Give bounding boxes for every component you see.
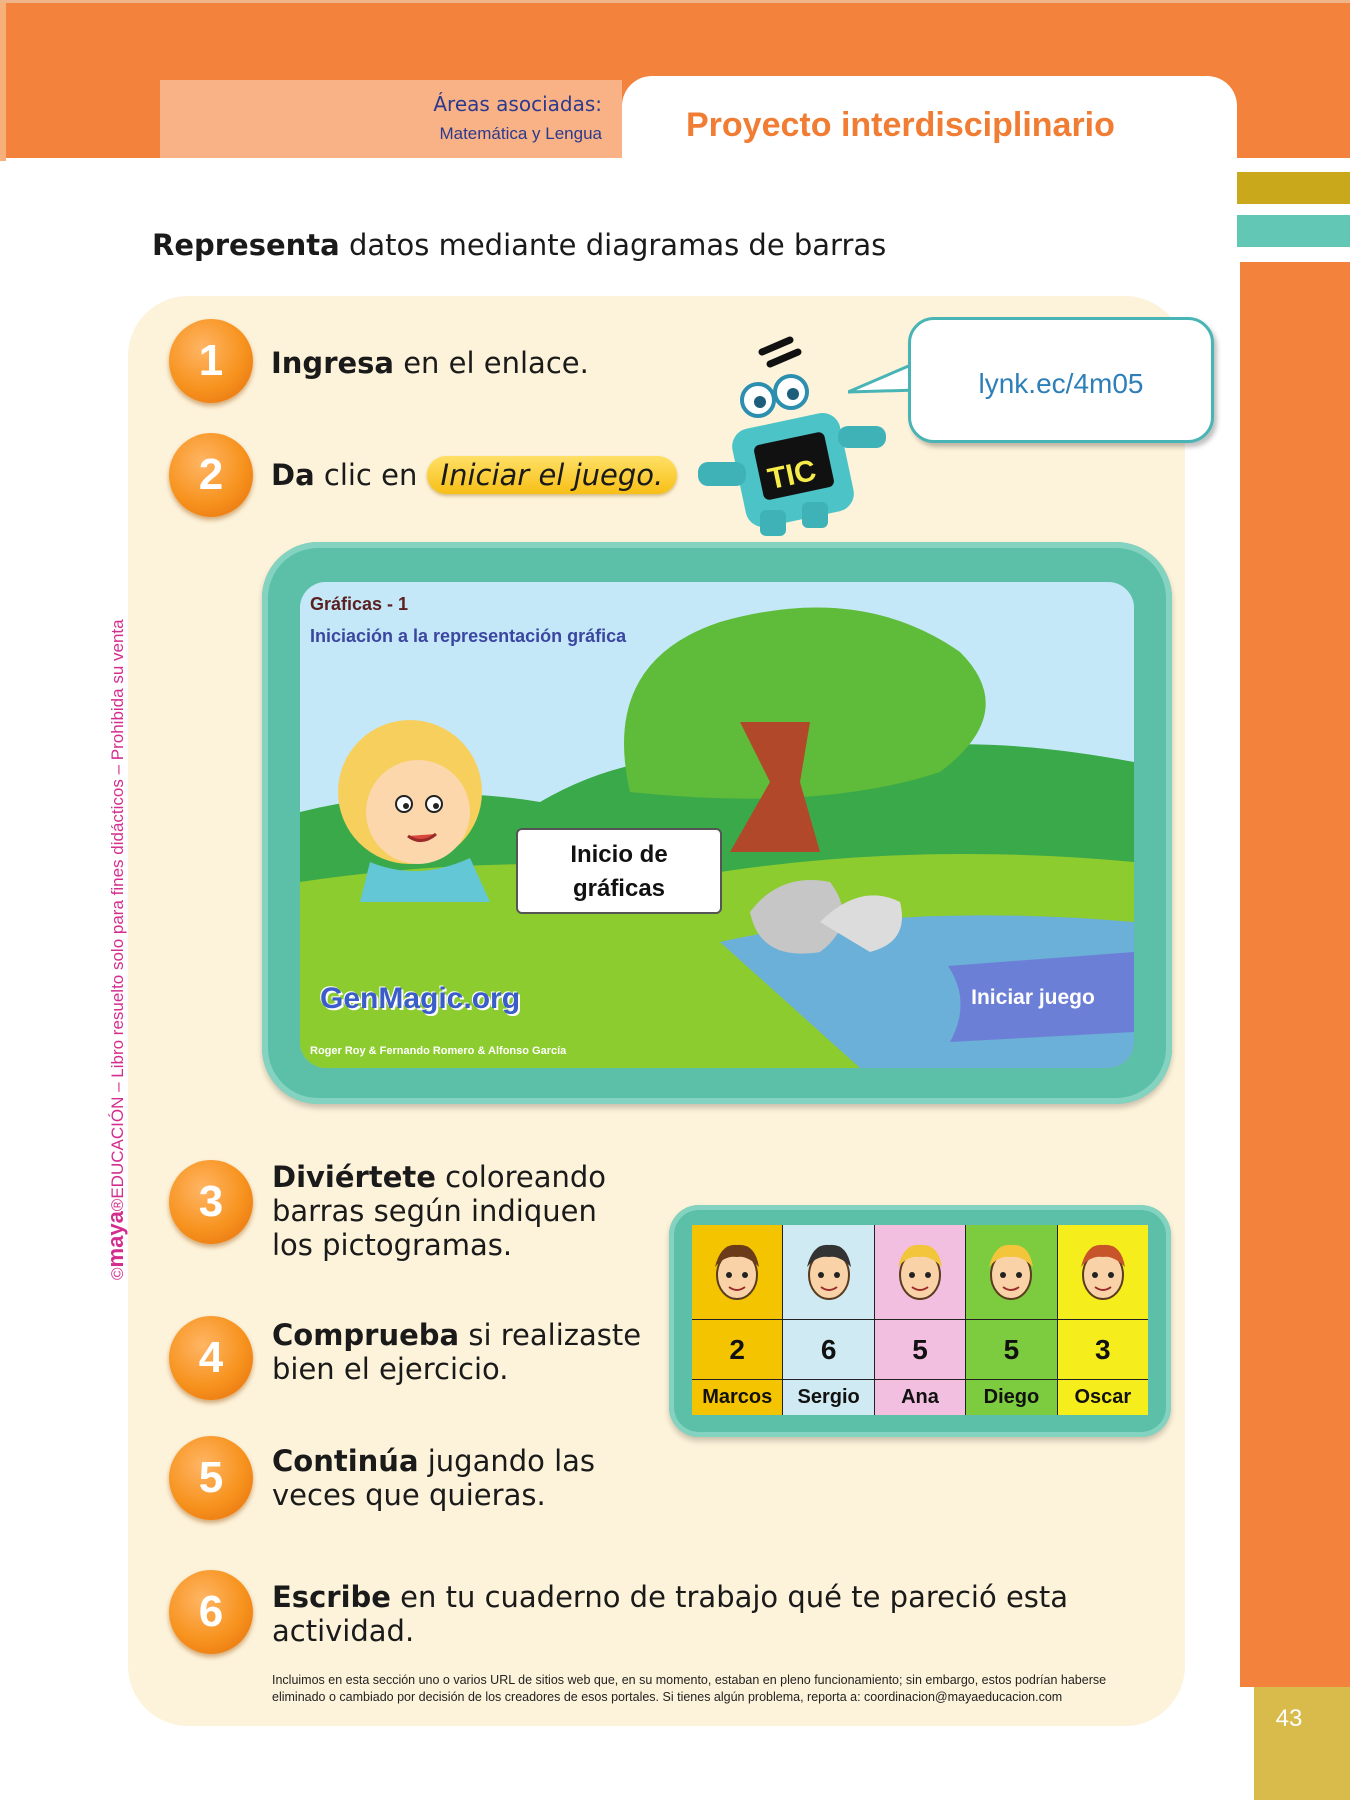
step-3-text: [272, 1160, 632, 1262]
step-6-bold: Escribe: [272, 1580, 391, 1614]
step-3-rest: coloreando barras según indiquen los pictogramas.: [272, 1160, 607, 1262]
step-number-1: 1: [169, 319, 253, 403]
step-4-bold: Comprueba: [272, 1318, 460, 1352]
page-number-box: [1254, 1687, 1350, 1800]
pictogram-count: 5: [966, 1319, 1056, 1379]
pictogram-name: Oscar: [1058, 1379, 1148, 1414]
pictogram-table-frame: [669, 1205, 1171, 1437]
pictogram-name: Diego: [966, 1379, 1056, 1414]
pictogram-name: Ana: [875, 1379, 965, 1414]
pictogram-count: 6: [783, 1319, 873, 1379]
start-game-pill-label: Iniciar el juego: [440, 458, 654, 492]
pictogram-column: [1058, 1225, 1148, 1415]
pictogram-name: Marcos: [692, 1379, 782, 1414]
brand-maya: maya: [103, 1211, 128, 1268]
pictogram-count: 3: [1058, 1319, 1148, 1379]
step-number-3: 3: [169, 1160, 253, 1244]
child-face-icon: [783, 1225, 873, 1319]
step-number-4: 4: [169, 1316, 253, 1400]
genmagic-logo: GenMagic.org: [320, 982, 521, 1015]
child-face-icon: [1058, 1225, 1148, 1319]
pictogram-column: [966, 1225, 1056, 1415]
start-game-button[interactable]: Iniciar juego: [971, 986, 1095, 1009]
pictogram-table: [692, 1225, 1148, 1415]
step-2-rest: clic en: [314, 458, 427, 492]
url-disclaimer: Incluimos en esta sección uno o varios URL de sitios web que, en su momento, estaban en pleno funcionamiento; sin embargo, estos podrían haberse eliminado o cambiado por decisión de los creadores de esos portales. Si tienes algún problema, reporta a: coordinacion@mayaeducacion.com: [272, 1673, 1107, 1704]
step-2-bold: Da: [271, 458, 315, 492]
link-url[interactable]: lynk.ec/4m05: [978, 368, 1144, 399]
pictogram-count: 5: [875, 1319, 965, 1379]
game-title: Gráficas - 1: [310, 594, 409, 614]
page-headline: [152, 228, 886, 262]
step-6-rest: en tu cuaderno de trabajo qué te pareció esta actividad.: [272, 1580, 1069, 1648]
associated-areas-box: [160, 80, 622, 158]
speech-line-2: gráficas: [572, 875, 666, 902]
tic-badge: TIC: [764, 453, 820, 497]
start-game-pill-period: .: [654, 458, 664, 492]
game-speech-box: [516, 828, 722, 914]
tic-robot-mascot: [690, 334, 900, 544]
header-left-strip: [0, 3, 6, 161]
child-face-icon: [875, 1225, 965, 1319]
right-teal-tab: [1237, 215, 1350, 247]
page-number: 43: [1275, 1705, 1303, 1732]
step-4-text: [272, 1318, 652, 1386]
areas-title: Áreas asociadas:: [433, 92, 602, 116]
pictogram-column: [783, 1225, 873, 1415]
headline-bold: Representa: [152, 228, 340, 262]
step-3-bold: Diviértete: [272, 1160, 436, 1194]
pictogram-name: Sergio: [783, 1379, 873, 1414]
project-title-box: [622, 76, 1237, 158]
game-credits: Roger Roy & Fernando Romero & Alfonso García: [310, 1045, 567, 1057]
child-face-icon: [966, 1225, 1056, 1319]
game-subtitle: Iniciación a la representación gráfica: [310, 626, 627, 646]
step-6-text: [272, 1580, 1072, 1648]
link-speech-bubble: [908, 317, 1214, 443]
step-number-2: 2: [169, 433, 253, 517]
step-number-6: 6: [169, 1570, 253, 1654]
registered-symbol: ®: [108, 1198, 127, 1212]
right-orange-bar: [1240, 262, 1350, 1687]
pictogram-column: [692, 1225, 782, 1415]
copyright-symbol: ©: [108, 1267, 127, 1280]
side-note-text: EDUCACIÓN – Libro resuelto solo para fines didácticos – Prohibida su venta: [108, 619, 127, 1199]
game-screenshot-frame: [262, 542, 1172, 1104]
step-1-rest: en el enlace.: [394, 346, 589, 380]
pictogram-column: [875, 1225, 965, 1415]
project-title: Proyecto interdisciplinario: [686, 106, 1115, 144]
step-4-rest: si realizaste bien el ejercicio.: [272, 1318, 642, 1386]
right-gold-tab: [1237, 172, 1350, 204]
step-1-text: [271, 346, 589, 380]
step-5-bold: Continúa: [272, 1444, 419, 1478]
step-5-rest: jugando las veces que quieras.: [272, 1444, 596, 1512]
pictogram-count: 2: [692, 1319, 782, 1379]
step-5-text: [272, 1444, 632, 1512]
step-1-bold: Ingresa: [271, 346, 394, 380]
side-copyright-note: [103, 619, 129, 1280]
step-number-5: 5: [169, 1436, 253, 1520]
speech-line-1: Inicio de: [570, 841, 668, 868]
step-2-text: [271, 456, 677, 494]
start-game-pill: [427, 456, 678, 494]
areas-subjects: Matemática y Lengua: [439, 124, 602, 143]
headline-rest: datos mediante diagramas de barras: [339, 228, 887, 262]
child-face-icon: [692, 1225, 782, 1319]
game-screen: [300, 582, 1134, 1068]
